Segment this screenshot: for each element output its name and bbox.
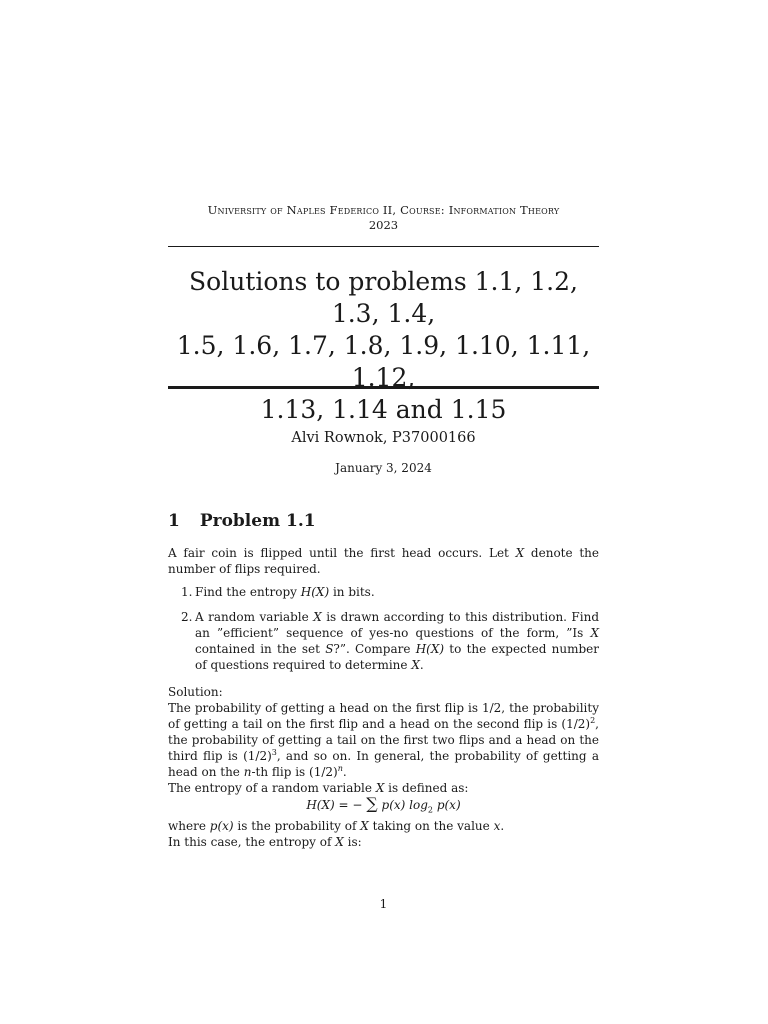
math-var: X — [515, 546, 525, 560]
list-item — [168, 584, 599, 600]
math-var: n — [243, 765, 252, 779]
formula-term: p(x) — [433, 798, 461, 812]
text-run: denote the number of flips required. — [168, 546, 599, 576]
list-number: 2. — [181, 610, 193, 624]
text-run: taking on the value — [368, 819, 494, 833]
page-number: 1 — [379, 897, 388, 911]
math-var: X — [590, 626, 599, 640]
text-run: Find the entropy — [195, 585, 301, 599]
math-var: H(X) — [415, 642, 445, 656]
solution-label: Solution: — [168, 685, 223, 699]
text-run: . — [419, 658, 424, 672]
exponent: n — [337, 764, 343, 773]
text-run: is: — [343, 835, 362, 849]
text-run: In this case, the entropy of — [168, 835, 336, 849]
entropy-formula — [168, 794, 599, 813]
math-var: S — [325, 642, 334, 656]
math-var: X — [335, 835, 344, 849]
math-var: x — [493, 819, 501, 833]
log-base: 2 — [427, 805, 433, 815]
text-run: is drawn according to this distribution. Find an ”efficient” sequence of yes-no questions of the form, ”Is — [195, 610, 600, 640]
text-run: A fair coin is flipped until the first head occurs. Let — [168, 546, 516, 560]
text-run: . — [500, 819, 505, 833]
math-var: X — [375, 781, 385, 795]
title-rule — [168, 386, 599, 389]
section-number: 1 — [168, 511, 180, 531]
section-heading — [168, 511, 316, 531]
text-run: is the probability of — [233, 819, 361, 833]
course-header — [168, 203, 599, 233]
text-run: . — [342, 765, 347, 779]
list-number: 1. — [181, 585, 193, 599]
text-run: is defined as: — [384, 781, 469, 795]
course-year: 2023 — [368, 218, 399, 232]
explanation-line — [168, 818, 599, 834]
math-var: X — [411, 658, 420, 672]
question-list — [168, 584, 599, 682]
section-title: Problem 1.1 — [199, 511, 316, 531]
math-var: H(X) — [300, 585, 330, 599]
text-run: , the probability of getting a tail on the first two flips and a head on the third flip is (1/2) — [168, 717, 599, 763]
solution-paragraph — [168, 700, 599, 780]
problem-statement — [168, 545, 599, 577]
course-header-line: University of Naples Federico II, Course: Information Theory — [207, 203, 560, 217]
title-line-2: 1.5, 1.6, 1.7, 1.8, 1.9, 1.10, 1.11, 1.12, — [176, 331, 591, 392]
text-run: The probability of getting a head on the first flip is 1/2, the probability of getting a tail on the first flip and a head on the second flip is (1/2) — [168, 701, 599, 731]
math-var: X — [360, 819, 369, 833]
text-run: The entropy of a random variable — [168, 781, 376, 795]
text-run: A random variable — [195, 610, 314, 624]
sum-symbol: ∑ — [366, 794, 378, 813]
text-run: contained in the set — [195, 642, 326, 656]
formula-explanation — [168, 818, 599, 850]
paper-title — [168, 266, 599, 426]
formula-lhs: H(X) = − — [306, 798, 363, 812]
top-rule — [168, 246, 599, 247]
text-run: to the expected number of questions required to determine — [195, 642, 599, 672]
author: Alvi Rownok, P37000166 — [291, 430, 476, 446]
formula-term: p(x) log — [381, 798, 428, 812]
math-var: X — [313, 610, 322, 624]
date: January 3, 2024 — [335, 461, 432, 475]
title-line-1: Solutions to problems 1.1, 1.2, 1.3, 1.4, — [189, 267, 578, 328]
math-var: p(x) — [209, 819, 234, 833]
explanation-line — [168, 834, 599, 850]
text-run: in bits. — [329, 585, 375, 599]
list-item — [168, 609, 599, 673]
text-run: -th flip is (1/2) — [251, 765, 338, 779]
title-line-3: 1.13, 1.14 and 1.15 — [260, 395, 507, 424]
text-run: where — [168, 819, 210, 833]
exponent: 3 — [271, 748, 277, 757]
exponent: 2 — [590, 716, 596, 725]
text-run: ?”. Compare — [333, 642, 416, 656]
text-run: , and so on. In general, the probability of getting a head on the — [168, 749, 599, 779]
solution-text — [168, 684, 599, 796]
